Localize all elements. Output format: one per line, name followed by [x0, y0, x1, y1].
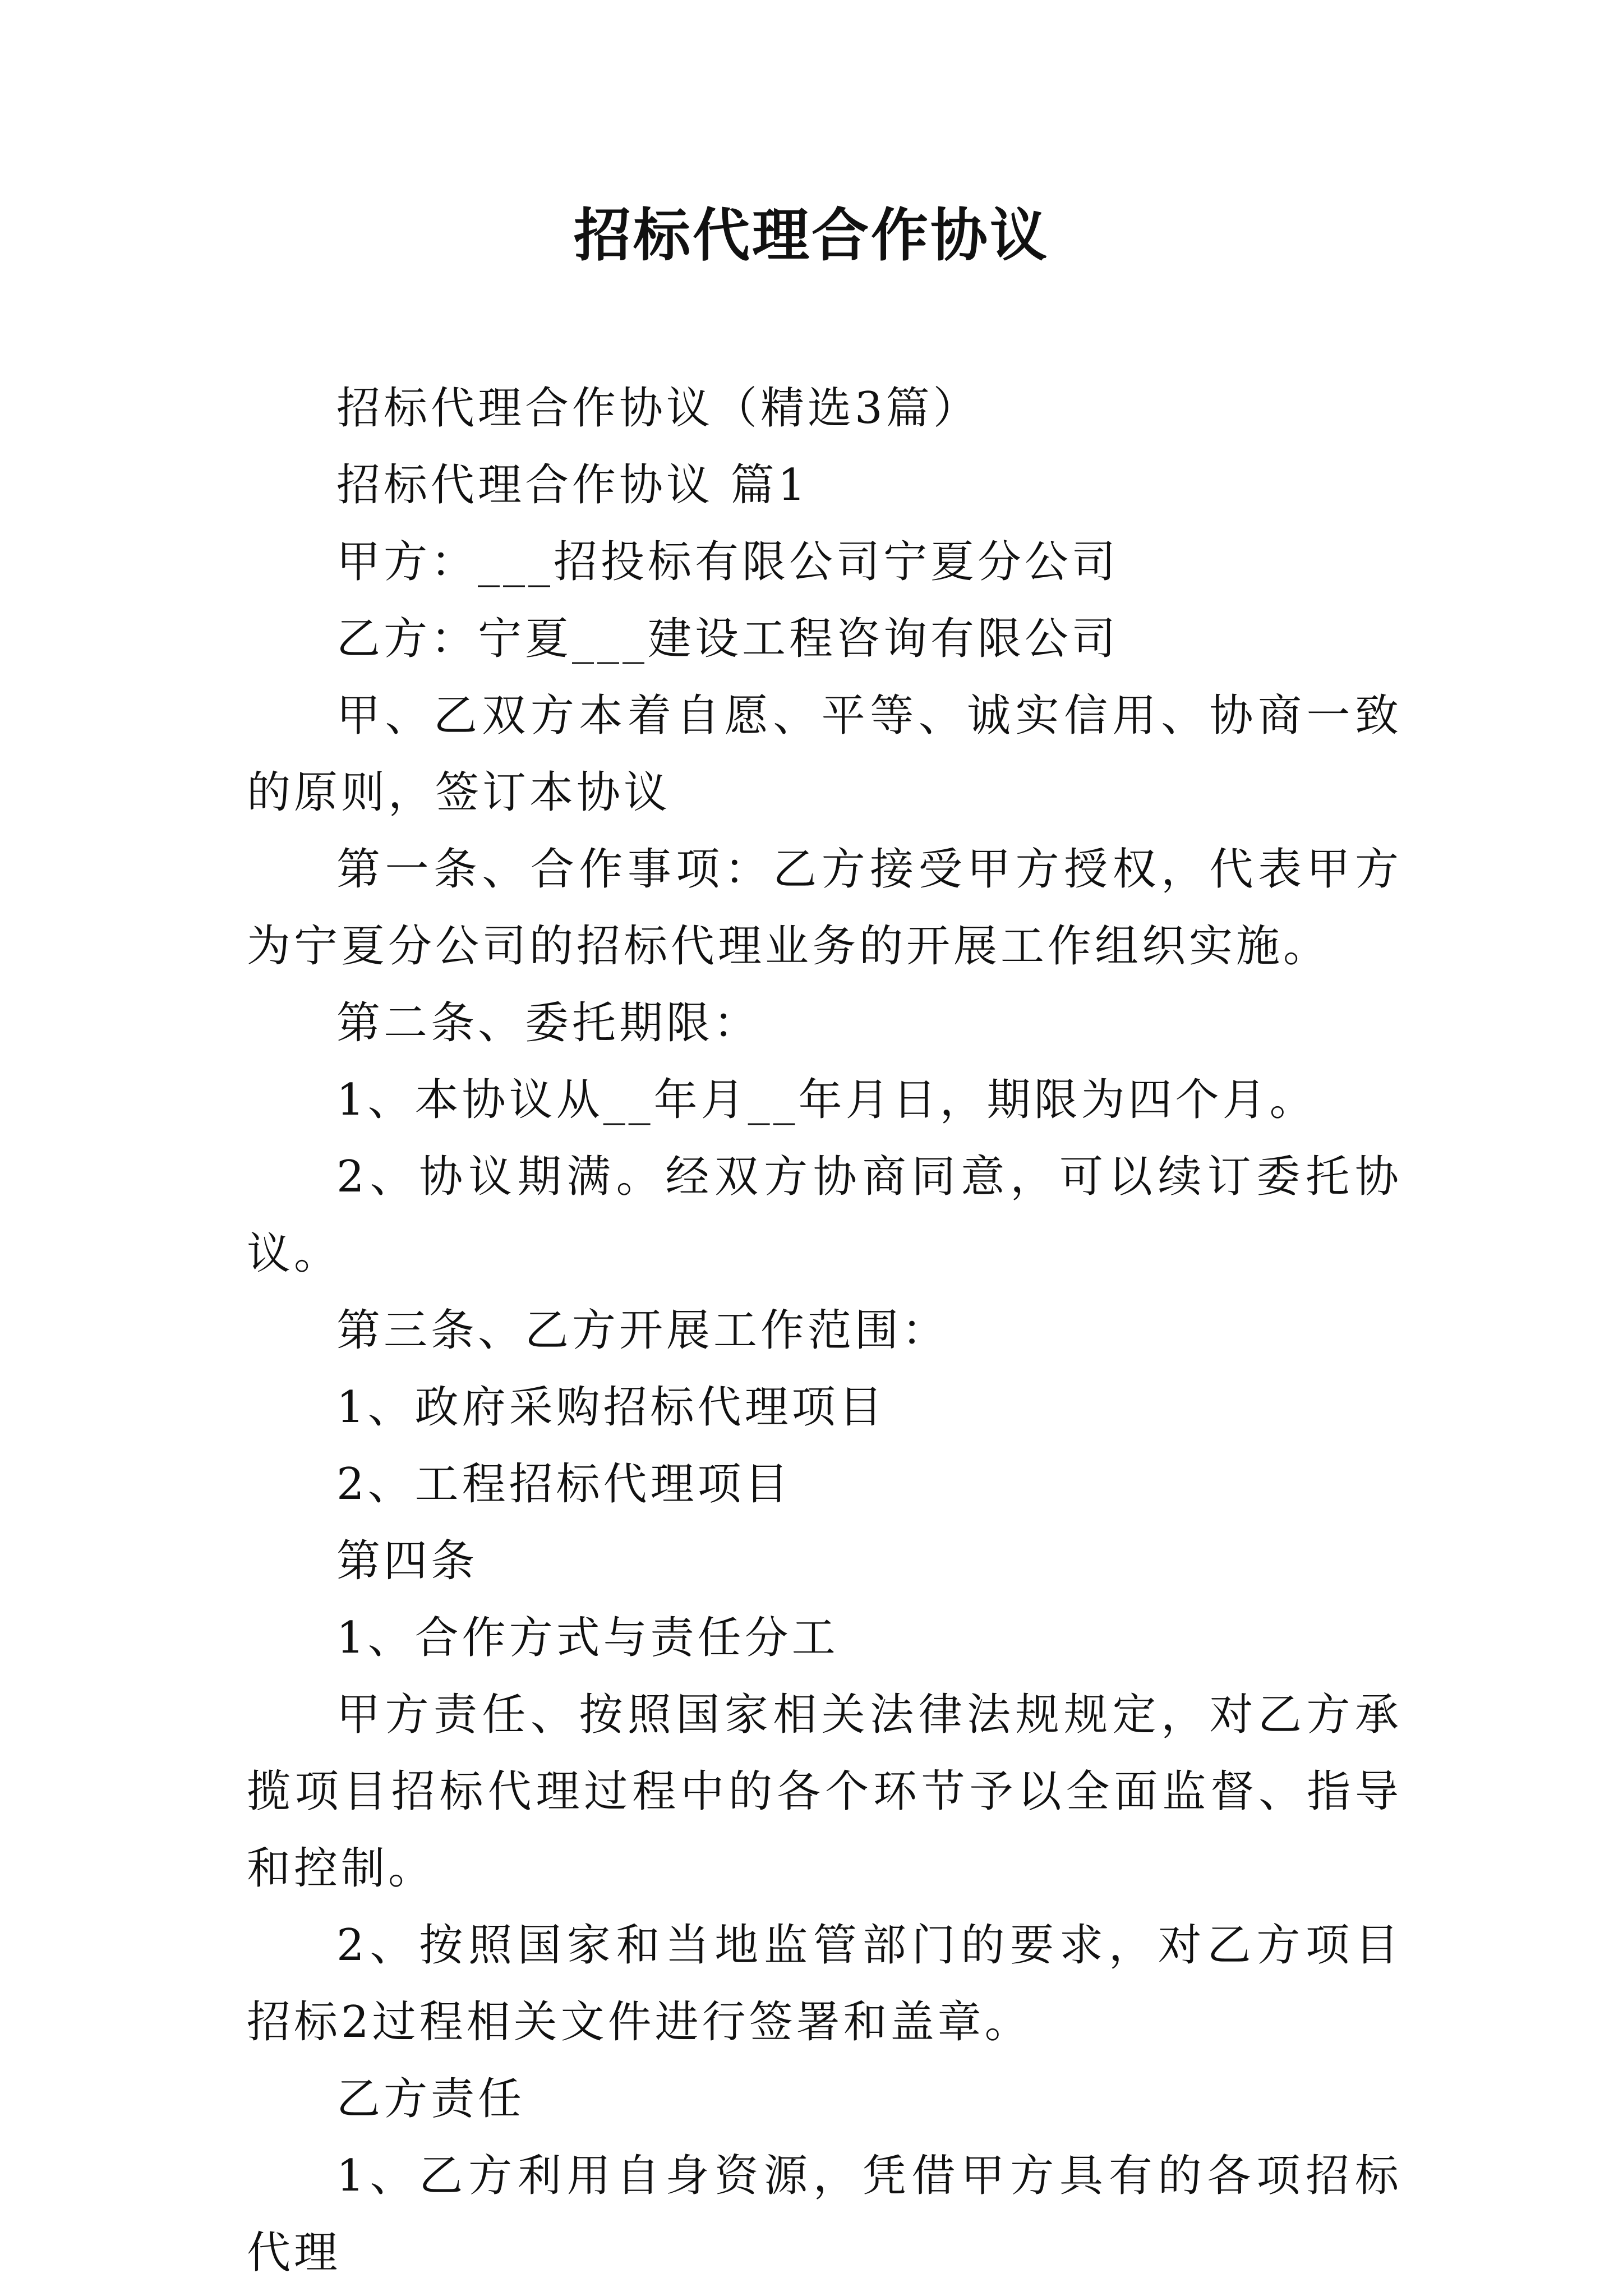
paragraph: 第四条 — [336, 1536, 478, 1586]
paragraph: 招标代理合作协议 篇1 — [336, 460, 809, 510]
paragraph: 乙方：宁夏___建设工程咨询有限公司 — [336, 614, 1119, 664]
paragraph: 2、协议期满。经双方协商同意，可以续订委托协议。 — [247, 1152, 1402, 1279]
paragraph: 第一条、合作事项：乙方接受甲方授权，代表甲方为宁夏分公司的招标代理业务的开展工作组织实施。 — [247, 844, 1402, 972]
paragraph: 乙方责任 — [336, 2074, 525, 2124]
paragraph: 甲方责任、按照国家相关法律法规规定，对乙方承揽项目招标代理过程中的各个环节予以全面监督、指导和控制。 — [247, 1690, 1402, 1894]
paragraph: 2、工程招标代理项目 — [336, 1459, 792, 1510]
paragraph: 第二条、委托期限： — [336, 998, 761, 1048]
paragraph: 第三条、乙方开展工作范围： — [336, 1305, 949, 1356]
paragraph: 甲方：___招投标有限公司宁夏分公司 — [336, 537, 1119, 587]
document-body — [247, 370, 1402, 2292]
document-title: 招标代理合作协议 — [574, 202, 1049, 269]
paragraph: 2、按照国家和当地监管部门的要求，对乙方项目招标2过程相关文件进行签署和盖章。 — [247, 1920, 1402, 2047]
paragraph: 招标代理合作协议（精选3篇） — [336, 383, 980, 434]
paragraph: 甲、乙双方本着自愿、平等、诚实信用、协商一致的原则，签订本协议 — [247, 691, 1402, 818]
paragraph: 1、乙方利用自身资源，凭借甲方具有的各项招标代理 — [247, 2151, 1402, 2278]
paragraph: 1、本协议从__年月__年月日，期限为四个月。 — [336, 1075, 1317, 1125]
paragraph: 1、合作方式与责任分工 — [336, 1613, 839, 1663]
paragraph: 1、政府采购招标代理项目 — [336, 1382, 886, 1433]
